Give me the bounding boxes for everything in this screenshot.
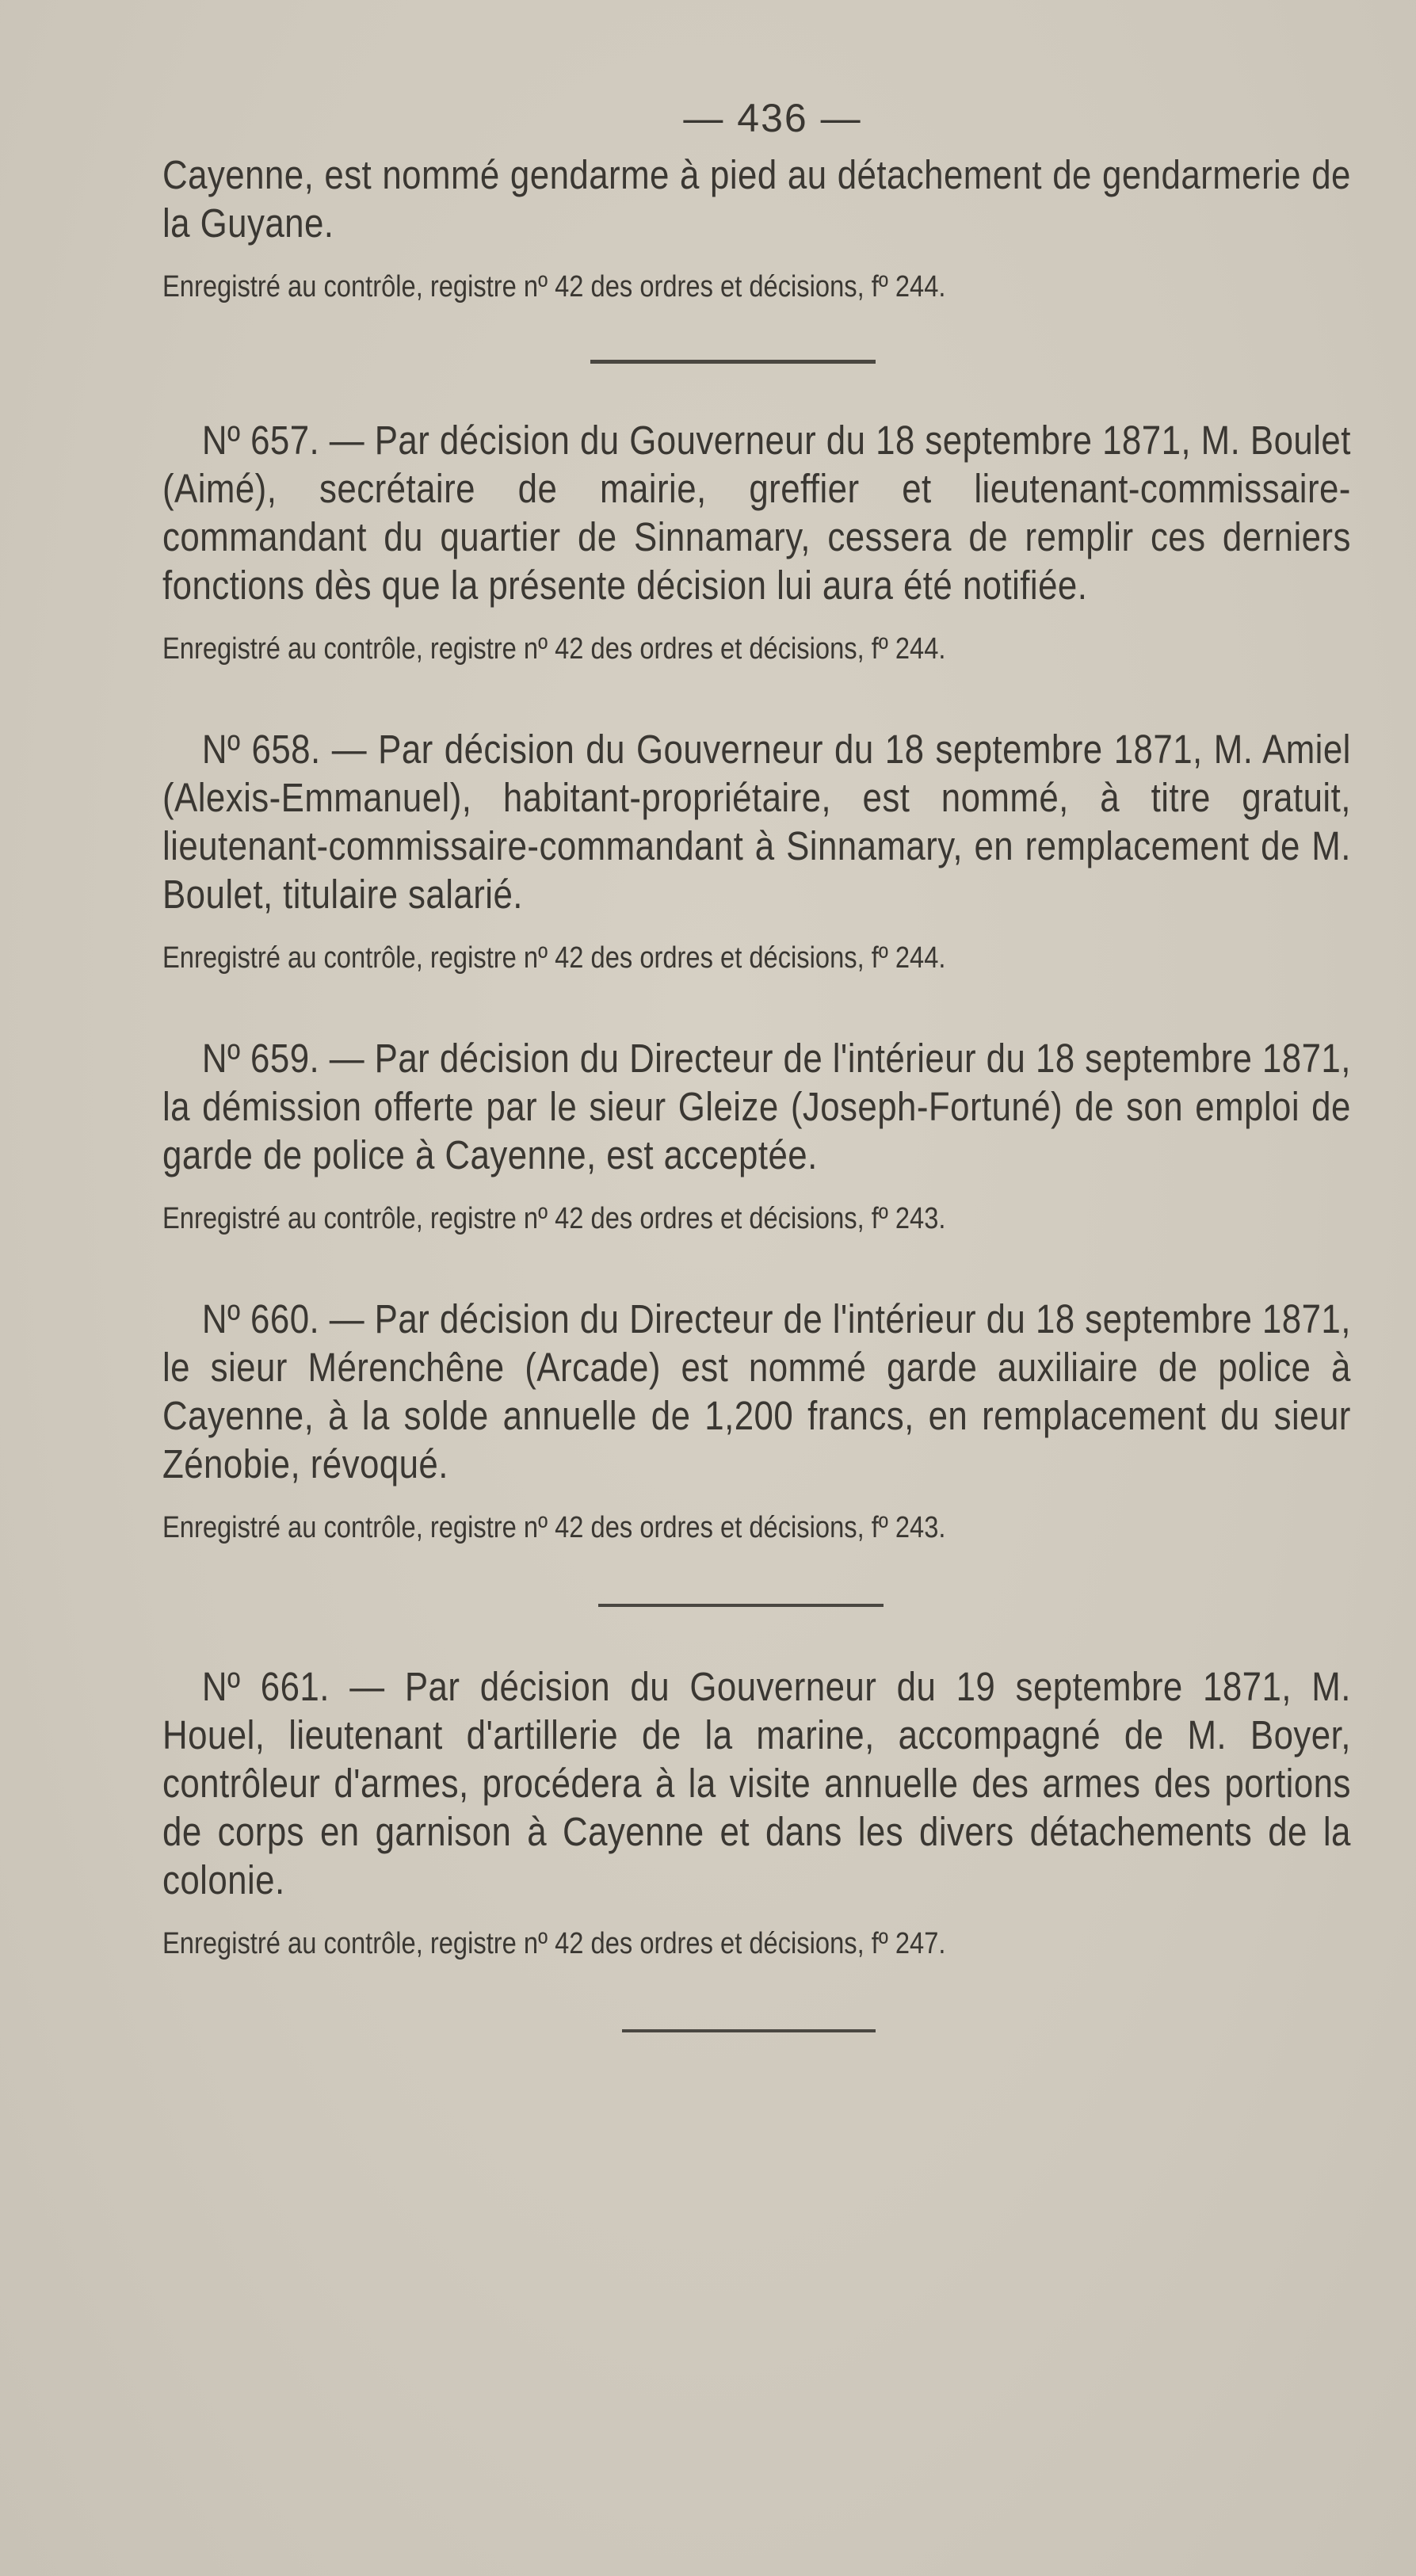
entry-text: Nº 659. — Par décision du Directeur de l'intérieur du 18 septembre 1871, la démission offerte par le sieur Gleize (Joseph-Fortuné) de son emploi de garde de police à Cayenne, est acceptée. <box>162 1036 1351 1177</box>
entry-text: Nº 658. — Par décision du Gouverneur du 18 septembre 1871, M. Amiel (Alexis-Emmanuel), habitant-propriétaire, est nommé, à titre gratuit, lieutenant-commissaire-commandant à Sinnamary, en remplacement de M. Boulet, titulaire salarié. <box>162 727 1351 917</box>
entry-registry-note: Enregistré au contrôle, registre nº 42 des ordres et décisions, fº 243. <box>162 1511 946 1544</box>
entry-661 <box>162 1662 1351 1963</box>
entry-registry-note: Enregistré au contrôle, registre nº 42 des ordres et décisions, fº 244. <box>162 632 946 666</box>
intro-paragraph <box>162 151 1351 306</box>
section-divider <box>598 1604 884 1607</box>
entry-659 <box>162 1034 1351 1238</box>
section-divider <box>590 360 876 364</box>
entry-text: Nº 657. — Par décision du Gouverneur du 18 septembre 1871, M. Boulet (Aimé), secrétaire de mairie, greffier et lieutenant-commissaire-commandant du quartier de Sinnamary, cessera de remplir ces derniers fonctions dès que la présente décision lui aura été notifiée. <box>162 418 1351 608</box>
entry-text: Nº 661. — Par décision du Gouverneur du 19 septembre 1871, M. Houel, lieutenant d'artillerie de la marine, accompagné de M. Boyer, contrôleur d'armes, procédera à la visite annuelle des armes des portions de corps en garnison à Cayenne et dans les divers détachements de la colonie. <box>162 1664 1351 1902</box>
entry-657 <box>162 416 1351 668</box>
entry-660 <box>162 1295 1351 1547</box>
page-number: — 436 — <box>683 96 862 140</box>
entry-registry-note: Enregistré au contrôle, registre nº 42 des ordres et décisions, fº 244. <box>162 941 946 975</box>
section-divider <box>622 2029 876 2032</box>
intro-registry-note: Enregistré au contrôle, registre nº 42 des ordres et décisions, fº 244. <box>162 270 946 303</box>
page-content <box>162 95 1351 2032</box>
entry-658 <box>162 725 1351 977</box>
entry-registry-note: Enregistré au contrôle, registre nº 42 des ordres et décisions, fº 247. <box>162 1927 946 1960</box>
entry-text: Nº 660. — Par décision du Directeur de l'intérieur du 18 septembre 1871, le sieur Mérenchêne (Arcade) est nommé garde auxiliaire de police à Cayenne, à la solde annuelle de 1,200 francs, en remplacement du sieur Zénobie, révoqué. <box>162 1296 1351 1486</box>
intro-text: Cayenne, est nommé gendarme à pied au détachement de gendarmerie de la Guyane. <box>162 152 1351 246</box>
entry-registry-note: Enregistré au contrôle, registre nº 42 des ordres et décisions, fº 243. <box>162 1202 946 1235</box>
